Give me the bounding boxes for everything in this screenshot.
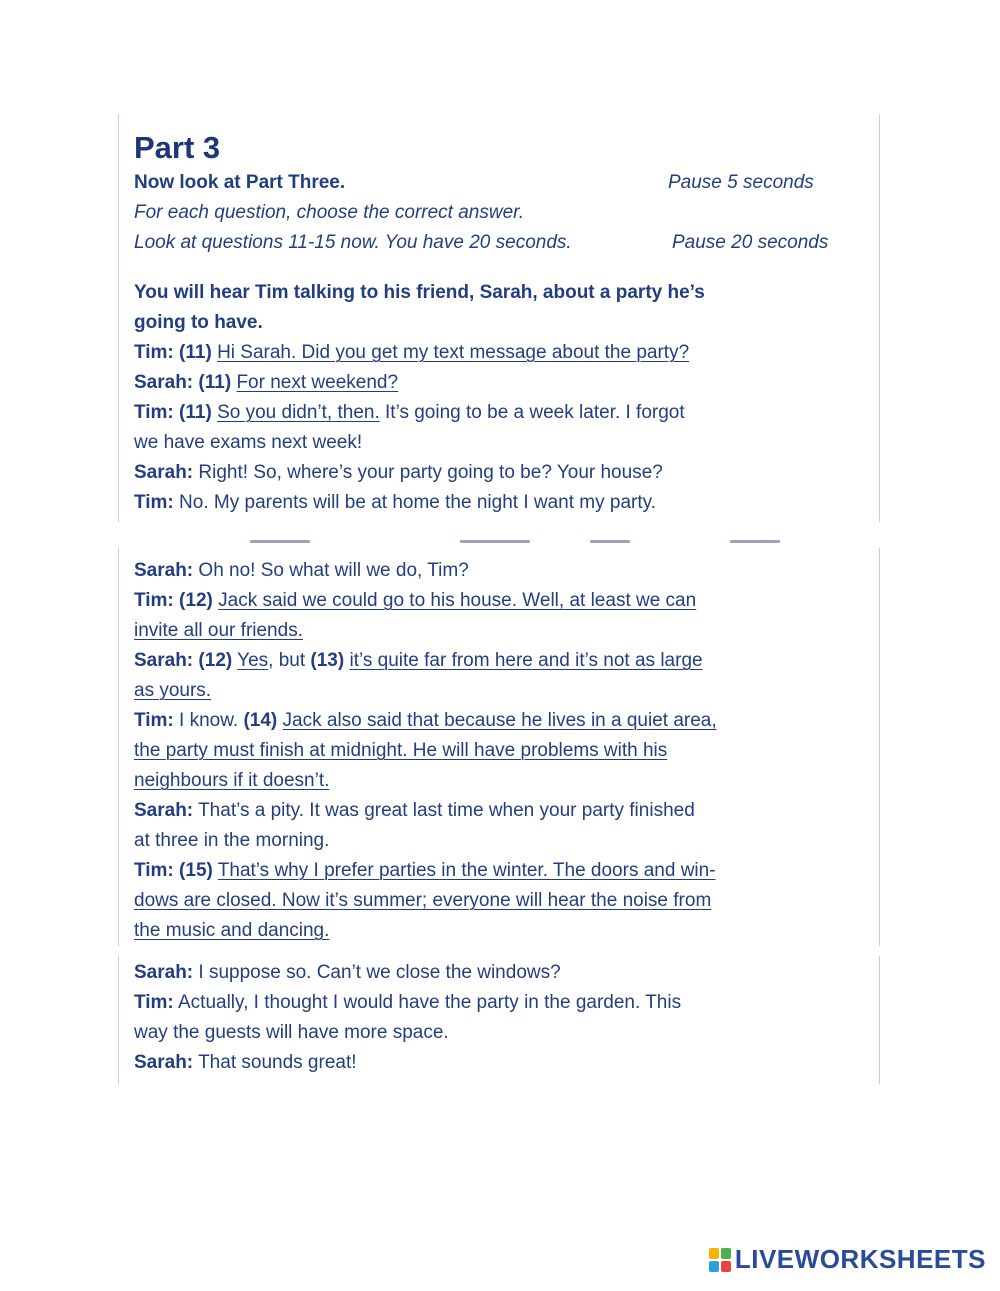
dialogue-text: That’s a pity. It was great last time when your party finished	[193, 800, 695, 821]
answer-text: invite all our friends.	[134, 620, 303, 641]
dialogue-line	[134, 828, 329, 854]
answer-text: Jack also said that because he lives in a quiet area,	[282, 710, 717, 731]
liveworksheets-logo[interactable]	[709, 1244, 986, 1275]
question-number: (11)	[179, 342, 212, 363]
intro-questions-line: Look at questions 11-15 now. You have 20 seconds.	[134, 232, 572, 253]
speaker-label: Tim:	[134, 342, 174, 363]
dialogue-line	[134, 918, 329, 944]
dialogue-line	[134, 490, 656, 516]
dialogue-line	[134, 400, 685, 426]
question-number: (11)	[179, 402, 212, 423]
speaker-label: Sarah:	[134, 800, 194, 821]
panel-border-right	[879, 114, 880, 522]
question-number: (14)	[243, 710, 278, 731]
dialogue-text: I suppose so. Can’t we close the windows?	[193, 962, 561, 983]
panel-border-right	[879, 548, 880, 946]
dialogue-line	[134, 738, 667, 764]
answer-text: dows are closed. Now it’s summer; everyone will hear the noise from	[134, 890, 712, 911]
answer-text: the music and dancing.	[134, 920, 330, 941]
context-line-1: You will hear Tim talking to his friend, Sarah, about a party he’s	[134, 282, 705, 303]
dialogue-line	[134, 888, 711, 914]
dialogue-text: Right! So, where’s your party going to be? Your house?	[193, 462, 663, 483]
answer-text: That’s why I prefer parties in the winter. The doors and win-	[217, 860, 716, 881]
answer-text: it’s quite far from here and it’s not as large	[349, 650, 703, 671]
panel-border-left	[118, 114, 119, 522]
answer-text: For next weekend?	[236, 372, 399, 393]
dialogue-line	[134, 798, 695, 824]
transcript-panel-1	[118, 114, 880, 522]
intro-choose-line: For each question, choose the correct answer.	[134, 202, 525, 223]
question-number: (15)	[179, 860, 213, 881]
dialogue-line	[134, 430, 362, 456]
dialogue-text: It’s going to be a week later. I forgot	[379, 402, 685, 423]
dialogue-line	[134, 1020, 449, 1046]
speaker-label: Sarah:	[134, 372, 194, 393]
speaker-label: Sarah:	[134, 1052, 194, 1073]
dialogue-line	[134, 588, 696, 614]
dialogue-line	[134, 678, 211, 704]
dialogue-text: No. My parents will be at home the night I want my party.	[173, 492, 657, 513]
dialogue-text: at three in the morning.	[134, 830, 330, 851]
dialogue-text: we have exams next week!	[134, 432, 363, 453]
panel-border-right	[879, 956, 880, 1084]
dialogue-text: Actually, I thought I would have the party in the garden. This	[173, 992, 682, 1013]
panel-border-left	[118, 548, 119, 946]
part-title: Part 3	[134, 130, 221, 165]
pause-20-seconds: Pause 20 seconds	[672, 232, 829, 253]
transcript-panel-2	[118, 548, 880, 946]
dialogue-line	[134, 1050, 357, 1076]
answer-text: as yours.	[134, 680, 212, 701]
logo-text: LIVEWORKSHEETS	[734, 1244, 986, 1274]
dialogue-line	[134, 370, 398, 396]
speaker-label: Sarah:	[134, 560, 194, 581]
answer-text: Jack said we could go to his house. Well, at least we can	[218, 590, 697, 611]
speaker-label: Tim:	[134, 590, 174, 611]
answer-text: Hi Sarah. Did you get my text message about the party?	[217, 342, 690, 363]
question-number: (12)	[198, 650, 233, 671]
dialogue-line	[134, 708, 717, 734]
question-number: (11)	[198, 372, 232, 393]
dialogue-text: I know.	[173, 710, 244, 731]
intro-look-line: Now look at Part Three.	[134, 172, 346, 193]
panel-border-left	[118, 956, 119, 1084]
speaker-label: Sarah:	[134, 962, 194, 983]
transcript-panel-3	[118, 956, 880, 1084]
dialogue-line	[134, 960, 561, 986]
speaker-label: Tim:	[134, 860, 174, 881]
answer-text: So you didn’t, then.	[217, 402, 380, 423]
dialogue-text: Oh no! So what will we do, Tim?	[193, 560, 469, 581]
context-line-2: going to have.	[134, 312, 263, 333]
speaker-label: Tim:	[134, 992, 174, 1013]
speaker-label: Sarah:	[134, 650, 194, 671]
dialogue-line	[134, 340, 689, 366]
dialogue-text: That sounds great!	[193, 1052, 357, 1073]
scan-artifact-marks	[130, 540, 830, 546]
answer-text: Yes	[237, 650, 269, 671]
dialogue-line	[134, 648, 703, 674]
dialogue-line	[134, 990, 681, 1016]
dialogue-text: way the guests will have more space.	[134, 1022, 449, 1043]
speaker-label: Tim:	[134, 402, 174, 423]
dialogue-line	[134, 768, 329, 794]
speaker-label: Tim:	[134, 492, 174, 513]
question-number: (13)	[310, 650, 345, 671]
dialogue-line	[134, 618, 303, 644]
dialogue-line	[134, 460, 663, 486]
question-number: (12)	[179, 590, 213, 611]
speaker-label: Sarah:	[134, 462, 194, 483]
pause-5-seconds: Pause 5 seconds	[668, 172, 814, 193]
answer-text: the party must finish at midnight. He will have problems with his	[134, 740, 668, 761]
dialogue-text: , but	[268, 650, 311, 671]
speaker-label: Tim:	[134, 710, 174, 731]
dialogue-line	[134, 858, 716, 884]
dialogue-line	[134, 558, 469, 584]
liveworksheets-logo-icon	[709, 1248, 731, 1272]
answer-text: neighbours if it doesn’t.	[134, 770, 330, 791]
